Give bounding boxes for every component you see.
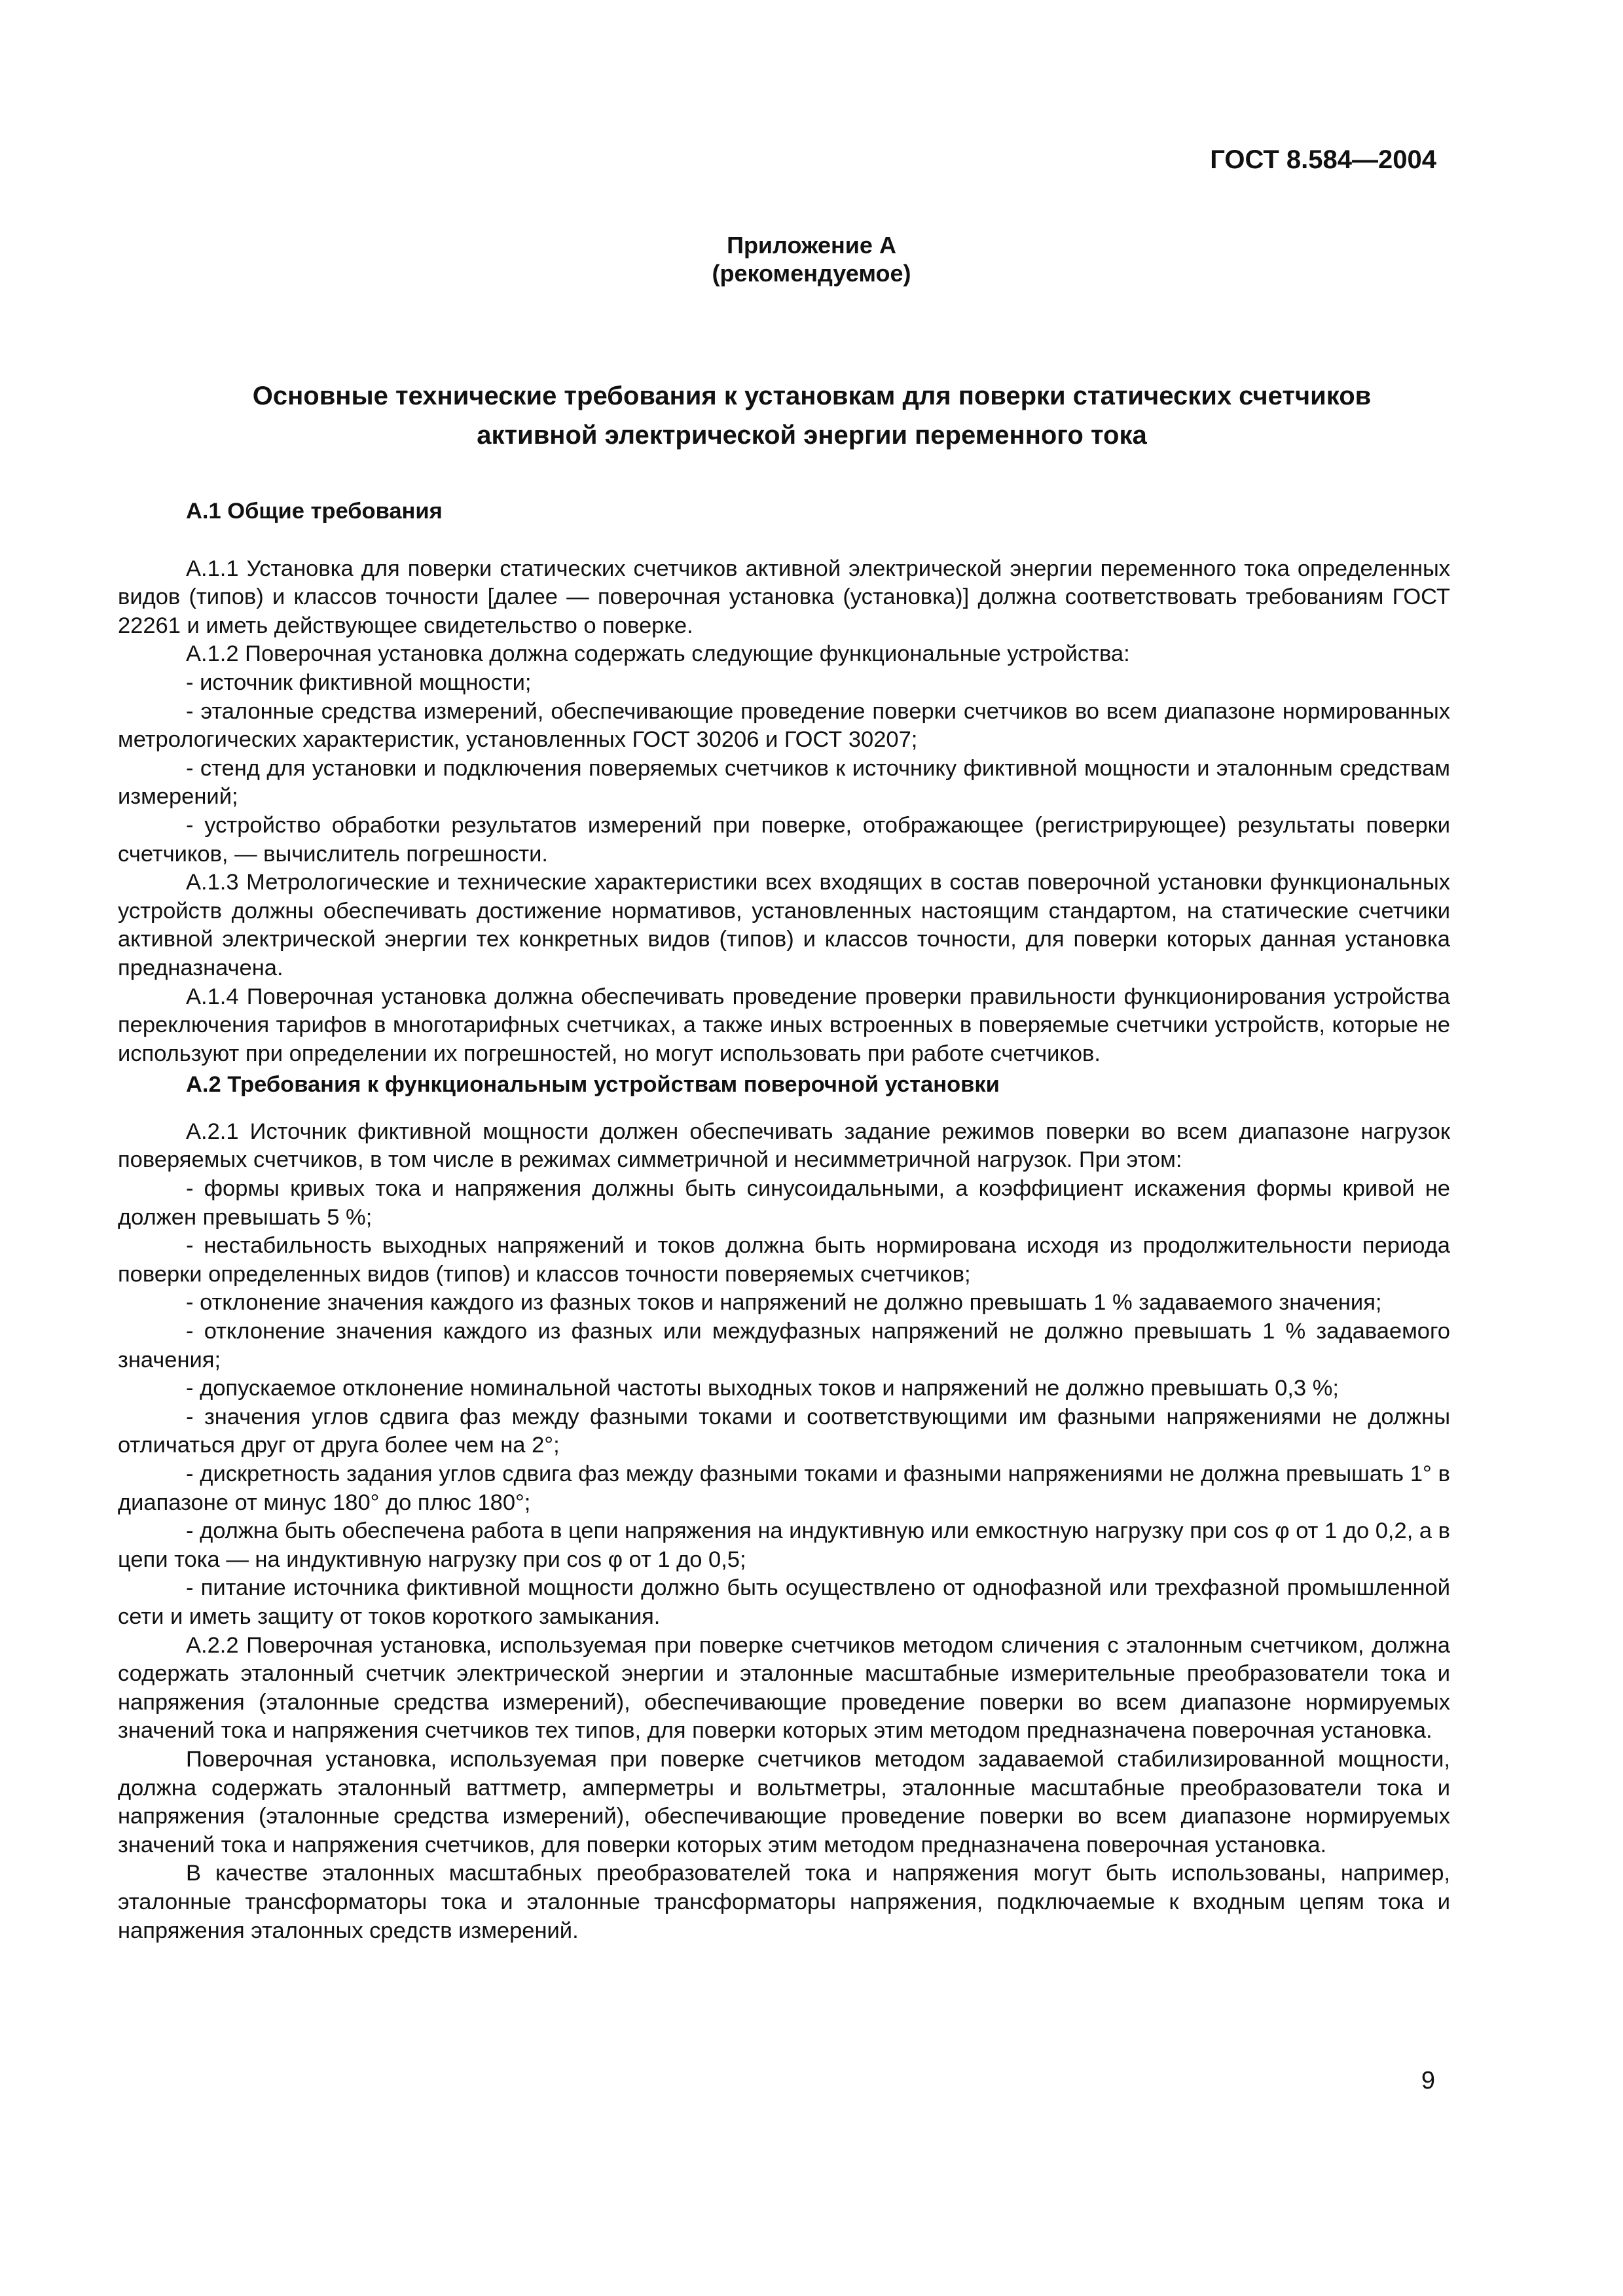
paragraph: А.1.1 Установка для поверки статических счетчиков активной электрической энергии переменного тока определенных видов (типов) и классов точности [далее — поверочная установка (установка)] должна соответствовать требованиям ГОСТ 22261 и иметь действующее свидетельство о поверке.	[118, 556, 1450, 638]
list-item: - эталонные средства измерений, обеспечивающие проведение поверки счетчиков во всем диапазоне нормированных метрологических характеристик, установленных ГОСТ 30206 и ГОСТ 30207;	[118, 698, 1450, 753]
annex-title-line-1: Основные технические требования к установкам для поверки статических счетчиков	[252, 382, 1372, 410]
list-item: - должна быть обеспечена работа в цепи напряжения на индуктивную или емкостную нагрузку при cos φ от 1 до 0,2, а в цепи тока — на индуктивную нагрузку при cos φ от 1 до 0,5;	[118, 1518, 1450, 1572]
paragraph: А.2.1 Источник фиктивной мощности должен обеспечивать задание режимов поверки во всем диапазоне нагрузок поверяемых счетчиков, в том числе в режимах симметричной и несимметричной нагрузок. При этом:	[118, 1119, 1450, 1173]
list-item: - отклонение значения каждого из фазных или междуфазных напряжений не должно превышать 1 % задаваемого значения;	[118, 1319, 1450, 1372]
paragraph: В качестве эталонных масштабных преобразователей тока и напряжения могут быть использованы, например, эталонные трансформаторы тока и эталонные трансформаторы напряжения, подключаемые к входным цепям тока и напряжения эталонных средств измерений.	[118, 1861, 1450, 1943]
section-heading-a1: А.1 Общие требования	[186, 499, 443, 524]
paragraph: А.1.2 Поверочная установка должна содержать следующие функциональные устройства:	[186, 641, 1130, 667]
paragraph: А.1.3 Метрологические и технические характеристики всех входящих в состав поверочной установки функциональных устройств должны обеспечивать достижение нормативов, установленных настоящим стандартом, на статические счетчики активной электрической энергии тех конкретных видов (типов) и классов точности, для поверки которых данная установка предназначена.	[118, 870, 1450, 980]
paragraph: А.2.2 Поверочная установка, используемая при поверке счетчиков методом сличения с эталонным счетчиком, должна содержать эталонный счетчик электрической энергии и эталонные масштабные измерительные преобразователи тока и напряжения (эталонные средства измерений), обеспечивающие проведение поверки во всем диапазоне нормируемых значений тока и напряжения счетчиков тех типов, для поверки которых этим методом предназначена поверочная установка.	[118, 1632, 1450, 1744]
annex-title	[157, 376, 1467, 455]
section-heading-a2: А.2 Требования к функциональным устройствам поверочной установки	[186, 1072, 1000, 1098]
paragraph: Поверочная установка, используемая при поверке счетчиков методом задаваемой стабилизированной мощности, должна содержать эталонный ваттметр, амперметры и вольтметры, эталонные масштабные преобразователи тока и напряжения (эталонные средства измерений), обеспечивающие проведение поверки во всем диапазоне нормируемых значений тока и напряжения счетчиков, для поверки которых этим методом предназначена поверочная установка.	[118, 1746, 1450, 1857]
list-item: - допускаемое отклонение номинальной частоты выходных токов и напряжений не должно превышать 0,3 %;	[186, 1376, 1339, 1401]
list-item: - дискретность задания углов сдвига фаз между фазными токами и фазными напряжениями не должна превышать 1° в диапазоне от минус 180° до плюс 180°;	[118, 1462, 1450, 1515]
annex-label: Приложение А	[727, 232, 896, 259]
list-item: - формы кривых тока и напряжения должны быть синусоидальными, а коэффициент искажения формы кривой не должен превышать 5 %;	[118, 1176, 1450, 1230]
document-body	[118, 497, 1450, 1945]
list-item: - значения углов сдвига фаз между фазными токами и соответствующими им фазными напряжениями не должны отличаться друг от друга более чем на 2°;	[118, 1404, 1450, 1458]
list-item: - стенд для установки и подключения поверяемых счетчиков к источнику фиктивной мощности и эталонным средствам измерений;	[118, 755, 1450, 810]
document-code: ГОСТ 8.584—2004	[1210, 145, 1436, 174]
list-item: - нестабильность выходных напряжений и токов должна быть нормирована исходя из продолжительности периода поверки определенных видов (типов) и классов точности поверяемых счетчиков;	[118, 1233, 1450, 1287]
list-item: - отклонение значения каждого из фазных токов и напряжений не должно превышать 1 % задаваемого значения;	[186, 1290, 1382, 1316]
list-item: - питание источника фиктивной мощности должно быть осуществлено от однофазной или трехфазной промышленной сети и иметь защиту от токов короткого замыкания.	[118, 1575, 1450, 1629]
annex-status: (рекомендуемое)	[712, 260, 911, 287]
annex-title-line-2: активной электрической энергии переменного тока	[477, 421, 1147, 450]
list-item: - источник фиктивной мощности;	[186, 670, 532, 695]
paragraph: А.1.4 Поверочная установка должна обеспечивать проведение проверки правильности функционирования устройства переключения тарифов в многотарифных счетчиках, а также иных встроенных в поверяемые счетчики устройств, которые не используют при определении их погрешностей, но могут использовать при работе счетчиков.	[118, 984, 1450, 1066]
page-number: 9	[1421, 2067, 1435, 2094]
list-item: - устройство обработки результатов измерений при поверке, отображающее (регистрирующее) результаты поверки счетчиков, — вычислитель погрешности.	[118, 812, 1450, 867]
